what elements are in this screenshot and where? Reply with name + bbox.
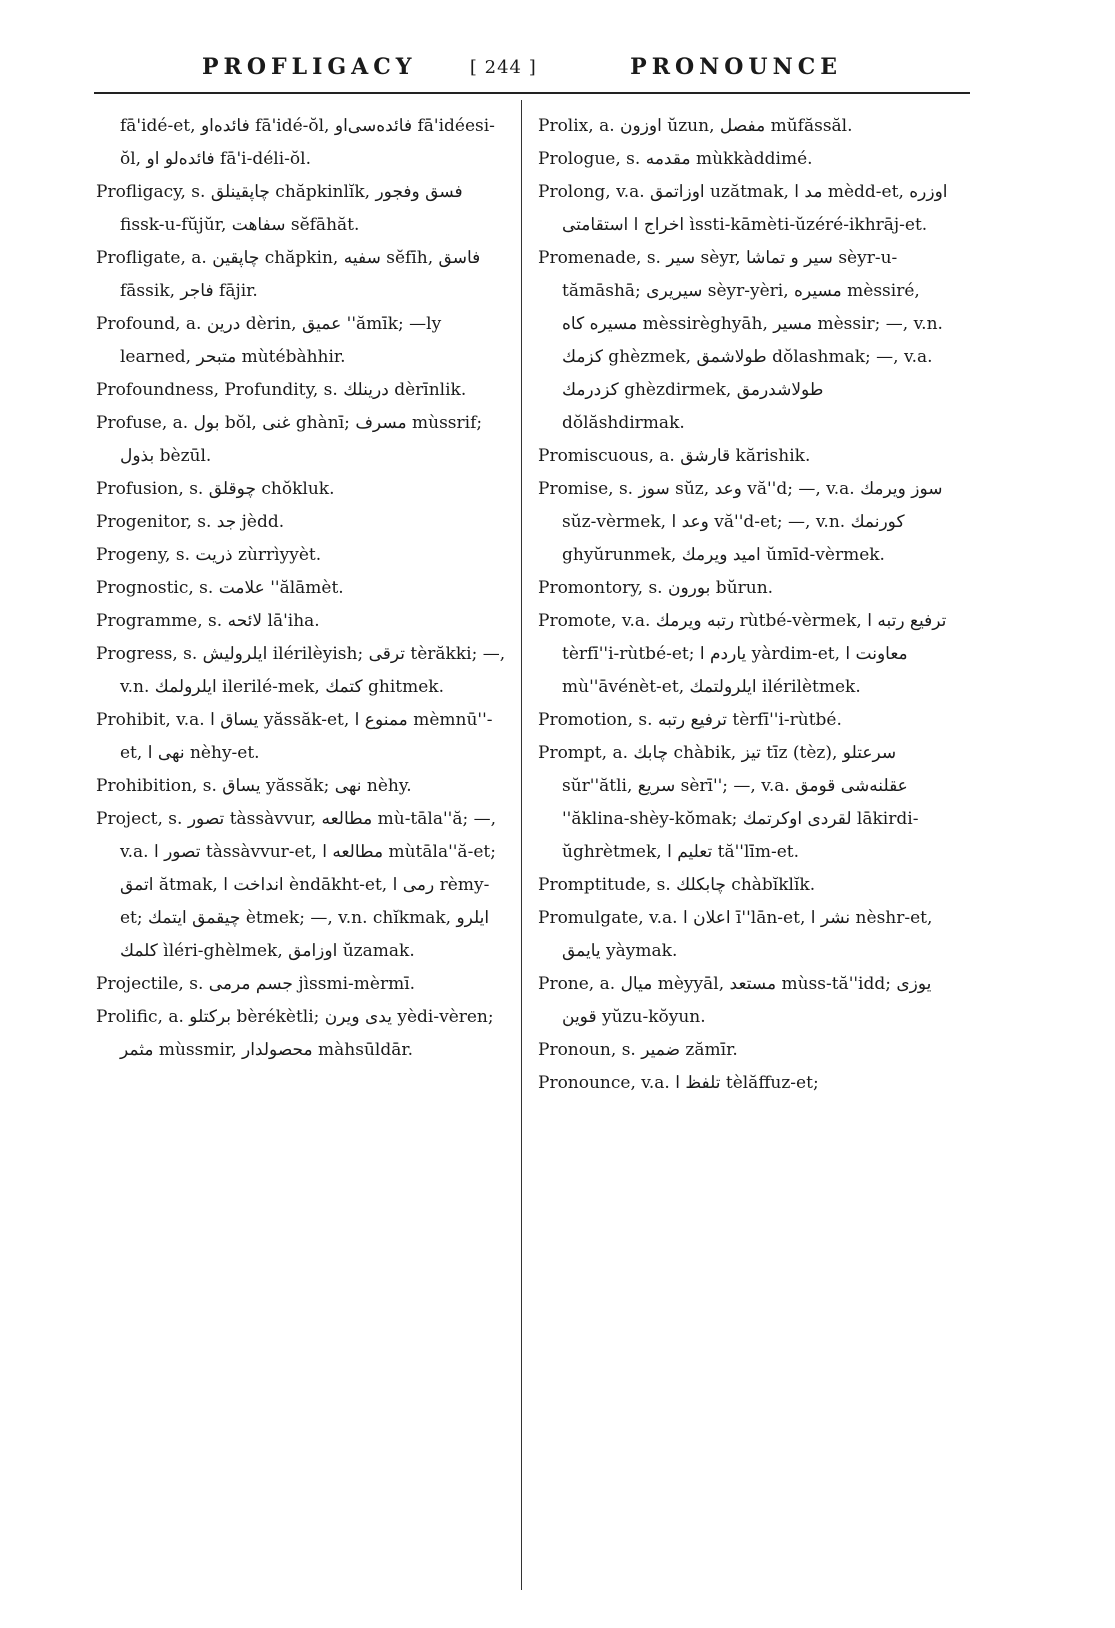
page-header: [94, 52, 970, 82]
dictionary-entry: Project, s. تصور tàssàvvur, مطالعه mù-tāla''ă; —, v.a. تصور ا tàssàvvur-et, مطالعه ا mùtāla''ă-et; اتمق ătmak, انداخت ا èndākht-et, رمی ا rèmy-et; چیقمق ایتمك ètmek; —, v.n. chĭkmak, ایلرو كلمك ìléri-ghèlmek, اوزامق ŭzamak.: [96, 809, 496, 961]
dictionary-entry: Prolific, a. بركتلو bèrékètli; یدی ویرن yèdi-vèren; مثمر mùssmir, محصولدار màhsūldār.: [96, 1007, 494, 1060]
header-rule: [94, 92, 970, 94]
dictionary-entry: Prohibition, s. یساق yăssăk; نهی nèhy.: [96, 776, 412, 796]
dictionary-entry: fā'idé-et, فائده‌او fā'idé-ŏl, فائده‌سی‌او fā'idéesi-ŏl, فائده‌لو او fā'i-déli-ŏl.: [120, 116, 495, 169]
dictionary-entry: Profligacy, s. چاپقینلق chăpkinlĭk, فسق وفجور fissk-u-fŭjŭr, سفاهت sĕfāhăt.: [96, 182, 463, 235]
column-divider: [521, 100, 522, 1590]
dictionary-entry: Prolix, a. اوزون ŭzun, مفصل mŭfăssăl.: [538, 116, 853, 136]
dictionary-entry: Programme, s. لائحه lā'iha.: [96, 611, 320, 631]
dictionary-entry: Promiscuous, a. قارشق kărishik.: [538, 446, 811, 466]
dictionary-entry: Pronounce, v.a. تلفظ ا tèlăffuz-et;: [538, 1073, 819, 1093]
dictionary-entry: Profound, a. درین dèrin, عمیق ''ămīk; —ly learned, متبحر mùtébàhhir.: [96, 314, 442, 367]
dictionary-entry: Prohibit, v.a. یساق ا yăssăk-et, ممنوع ا mèmnū''-et, نهی ا nèhy-et.: [96, 710, 493, 763]
dictionary-entry: Promote, v.a. رتبه ویرمك rùtbé-vèrmek, ترفیع رتبه ا tèrfī''i-rùtbé-et; یاردم ا yàrdim-et, معاونت ا mù''āvénèt-et, ایلرولتمك ilérilètmek.: [538, 611, 947, 697]
dictionary-entry: Promenade, s. سیر sèyr, سیر و تماشا sèyr-u-tămāshā; سیریری sèyr-yèri, مسیره mèssiré, مسیره كاه mèssirèghyāh, مسیر mèssir; —, v.n. كزمك ghèzmek, طولاشمق dŏlashmak; —, v.a. كزدرمك ghèzdirmek, طولاشدرمق dŏlăshdirmak.: [538, 248, 943, 433]
dictionary-entry: Promulgate, v.a. اعلان ا ī''lān-et, نشر ا nèshr-et, یایمق yàymak.: [538, 908, 933, 961]
header-left-word: PROFLIGACY: [202, 54, 417, 80]
header-right-word: PRONOUNCE: [630, 54, 842, 80]
dictionary-entry: Promotion, s. ترفیع رتبه tèrfī''i-rùtbé.: [538, 710, 842, 730]
dictionary-entry: Progenitor, s. جد jèdd.: [96, 512, 285, 532]
dictionary-entry: Projectile, s. جسم مرمی jìssmi-mèrmī.: [96, 974, 416, 994]
dictionary-entry: Prone, a. میال mèyyāl, مستعد mùss-tă''idd; یوزی قوین yŭzu-kŏyun.: [538, 974, 932, 1027]
dictionary-entry: Profoundness, Profundity, s. درینلك dèrīnlik.: [96, 380, 467, 400]
dictionary-entry: Prolong, v.a. اوزاتمق uzătmak, مد ا mèdd-et, اوزره اخراج ا استقامتی ìssti-kāmèti-ŭzéré-ikhrāj-et.: [538, 182, 948, 235]
dictionary-entry: Prologue, s. مقدمه mùkkàddimé.: [538, 149, 813, 169]
dictionary-entry: Prompt, a. چابك chàbik, تیز tīz (tèz), سرعتلو sŭr''ătli, سریع sèrī''; —, v.a. عقلنه‌شی قومق ''ăklina-shèy-kŏmak; لقردی اوكرتمك lākirdi-ŭghrètmek, تعلیم ا tă''līm-et.: [538, 743, 919, 862]
left-column: [96, 110, 506, 1067]
dictionary-entry: Profuse, a. بول bŏl, غنی ghànī; مسرف mùssrif; بذول bèzūl.: [96, 413, 483, 466]
dictionary-entry: Prognostic, s. علامت ''ălāmèt.: [96, 578, 344, 598]
dictionary-entry: Profusion, s. چوقلق chŏkluk.: [96, 479, 335, 499]
dictionary-entry: Promptitude, s. چابكلك chàbĭklĭk.: [538, 875, 816, 895]
dictionary-entry: Promontory, s. بورون bŭrun.: [538, 578, 774, 598]
dictionary-entry: Progeny, s. ذریت zùrrìyyèt.: [96, 545, 322, 565]
dictionary-entry: Profligate, a. چاپقین chăpkin, سفیه sĕfīh, فاسق fāssik, فاجر fājir.: [96, 248, 481, 301]
dictionary-entry: Promise, s. سوز sŭz, وعد vă''d; —, v.a. سوز ویرمك sŭz-vèrmek, وعد ا vă''d-et; —, v.n. كورنمك ghyŭrunmek, امید ویرمك ŭmīd-vèrmek.: [538, 479, 943, 565]
dictionary-entry: Progress, s. ایلرولیش ilérilèyish; ترقی tèrăkki; —, v.n. ایلرولمك ilerilé-mek, كتمك ghitmek.: [96, 644, 506, 697]
right-column: [538, 110, 948, 1100]
dictionary-entry: Pronoun, s. ضمیر zămīr.: [538, 1040, 738, 1060]
page-number: [ 244 ]: [469, 56, 537, 78]
